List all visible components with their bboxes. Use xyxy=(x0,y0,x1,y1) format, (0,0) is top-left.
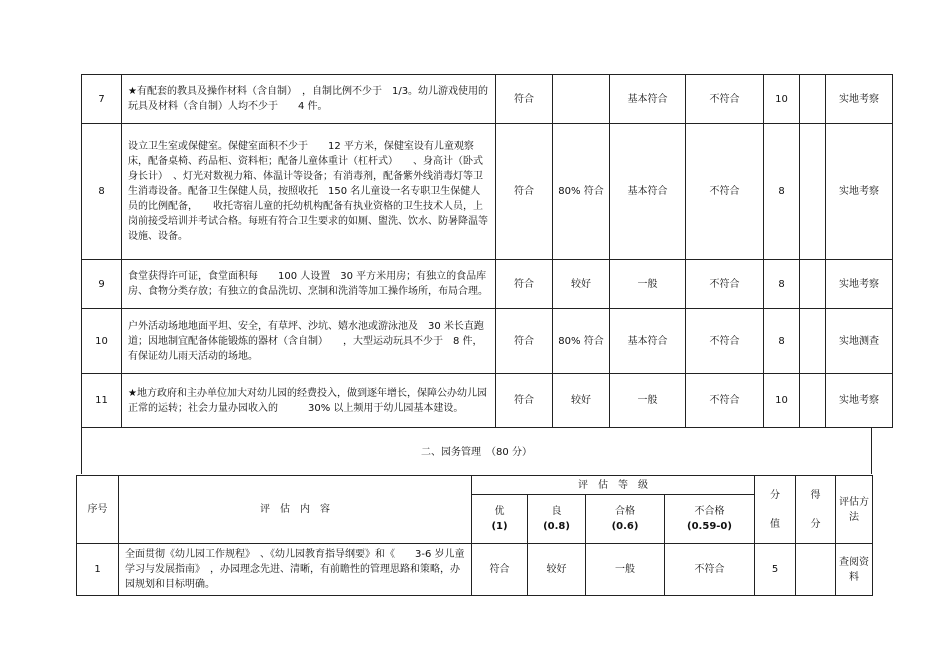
grade-good xyxy=(553,75,610,124)
grade-pass: 一般 xyxy=(586,544,665,596)
header-number: 序号 xyxy=(77,476,119,544)
table-row xyxy=(82,260,893,309)
header-grade-good: 良 (0.8) xyxy=(528,495,586,544)
grade-fail: 不符合 xyxy=(665,544,755,596)
grade-good: 80% 符合 xyxy=(553,309,610,374)
grade-good: 较好 xyxy=(553,260,610,309)
row-number: 8 xyxy=(82,124,122,260)
grade-excellent: 符合 xyxy=(496,260,553,309)
header-got-top: 得 xyxy=(810,489,821,501)
grade-fail: 不符合 xyxy=(686,309,764,374)
grade-pass: 一般 xyxy=(610,374,686,428)
grade-good: 80% 符合 xyxy=(553,124,610,260)
row-number: 1 xyxy=(77,544,119,596)
score-obtained xyxy=(800,309,826,374)
header-grade-pass: 合格 (0.6) xyxy=(586,495,665,544)
header-score-top: 分 xyxy=(770,489,780,501)
score-value: 8 xyxy=(764,309,800,374)
score-obtained xyxy=(800,75,826,124)
header-got-bottom: 分 xyxy=(810,518,821,530)
grade-excellent: 符合 xyxy=(496,374,553,428)
header-method: 评估方法 xyxy=(836,476,873,544)
grade-good: 较好 xyxy=(528,544,586,596)
score-value: 8 xyxy=(764,124,800,260)
row-number: 11 xyxy=(82,374,122,428)
grade-pass: 一般 xyxy=(610,260,686,309)
score-obtained xyxy=(796,544,836,596)
section-title: 二、园务管理 （80 分） xyxy=(81,427,872,474)
grade-pass: 基本符合 xyxy=(610,75,686,124)
grade-fail: 不符合 xyxy=(686,374,764,428)
grade-pass: 基本符合 xyxy=(610,124,686,260)
evaluation-method: 实地考察 xyxy=(826,124,893,260)
score-value: 10 xyxy=(764,374,800,428)
evaluation-method: 实地考察 xyxy=(826,260,893,309)
table-row xyxy=(82,374,893,428)
evaluation-content: ★有配套的教具及操作材料（含自制） ，自制比例不少于 1/3。幼儿游戏使用的玩具及材料（含自制）人均不少于 4 件。 xyxy=(122,75,496,124)
row-number: 7 xyxy=(82,75,122,124)
evaluation-content: ★地方政府和主办单位加大对幼儿园的经费投入，做到逐年增长，保障公办幼儿园正常的运转；社会力量办园收入的 30% 以上频用于幼儿园基本建设。 xyxy=(122,374,496,428)
grade-pass: 基本符合 xyxy=(610,309,686,374)
score-value: 8 xyxy=(764,260,800,309)
grade-excellent: 符合 xyxy=(496,75,553,124)
row-number: 10 xyxy=(82,309,122,374)
evaluation-content: 食堂获得许可证，食堂面积每 100 人设置 30 平方米用房；有独立的食品库房、食物分类存放；有独立的食品洗切、烹制和洗消等加工操作场所，布局合理。 xyxy=(122,260,496,309)
evaluation-content: 全面贯彻《幼儿园工作规程》 、《幼儿园教育指导纲要》和《 3-6 岁儿童学习与发展指南》 ，办园理念先进、清晰，有前瞻性的管理思路和策略，办园规划和目标明确。 xyxy=(119,544,472,596)
grade-excellent: 符合 xyxy=(496,124,553,260)
table-row xyxy=(82,124,893,260)
header-score-value xyxy=(755,476,796,544)
header-score-obtained xyxy=(796,476,836,544)
header-grade-fail: 不合格 (0.59-0) xyxy=(665,495,755,544)
score-obtained xyxy=(800,124,826,260)
grade-fail: 不符合 xyxy=(686,260,764,309)
grade-excellent: 符合 xyxy=(496,309,553,374)
table-row xyxy=(77,544,873,596)
evaluation-method: 查阅资料 xyxy=(836,544,873,596)
grade-fail: 不符合 xyxy=(686,124,764,260)
grade-fail: 不符合 xyxy=(686,75,764,124)
header-content: 评 估 内 容 xyxy=(119,476,472,544)
grade-good: 较好 xyxy=(553,374,610,428)
evaluation-method: 实地测查 xyxy=(826,309,893,374)
table-row xyxy=(82,309,893,374)
score-value: 5 xyxy=(755,544,796,596)
header-grade: 评 估 等 级 xyxy=(472,476,755,495)
evaluation-content: 户外活动场地地面平坦、安全，有草坪、沙坑、嬉水池或游泳池及 30 米长直跑道；因地制宜配备体能锻炼的器材（含自制） ，大型运动玩具不少于 8 件，有保证幼儿雨天活动的场地。 xyxy=(122,309,496,374)
score-obtained xyxy=(800,374,826,428)
grade-excellent: 符合 xyxy=(472,544,528,596)
score-obtained xyxy=(800,260,826,309)
header-score-bottom: 值 xyxy=(770,518,780,530)
row-number: 9 xyxy=(82,260,122,309)
evaluation-method: 实地考察 xyxy=(826,75,893,124)
header-grade-excellent: 优 (1) xyxy=(472,495,528,544)
table-row xyxy=(82,75,893,124)
score-value: 10 xyxy=(764,75,800,124)
evaluation-content: 设立卫生室或保健室。保健室面积不少于 12 平方米，保健室设有儿童观察床，配备桌椅、药品柜、资料柜；配备儿童体重计（杠杆式） 、身高计（卧式身长计） 、灯光对数视力箱、体温计等设备；有消毒剂，配备紫外线消毒灯等卫生消毒设备。配备卫生保健人员，按照收托 150 名儿童设一名专职卫生保健人员的比例配备， 收托寄宿儿童的托幼机构配备有执业资格的卫生技术人员，上岗前接受培训并考试合格。每班有符合卫生要求的如厕、盥洗、饮水、防暑降温等设施、设备。 xyxy=(122,124,496,260)
management-standards-table xyxy=(76,475,873,596)
evaluation-method: 实地考察 xyxy=(826,374,893,428)
facility-standards-table xyxy=(81,74,893,428)
